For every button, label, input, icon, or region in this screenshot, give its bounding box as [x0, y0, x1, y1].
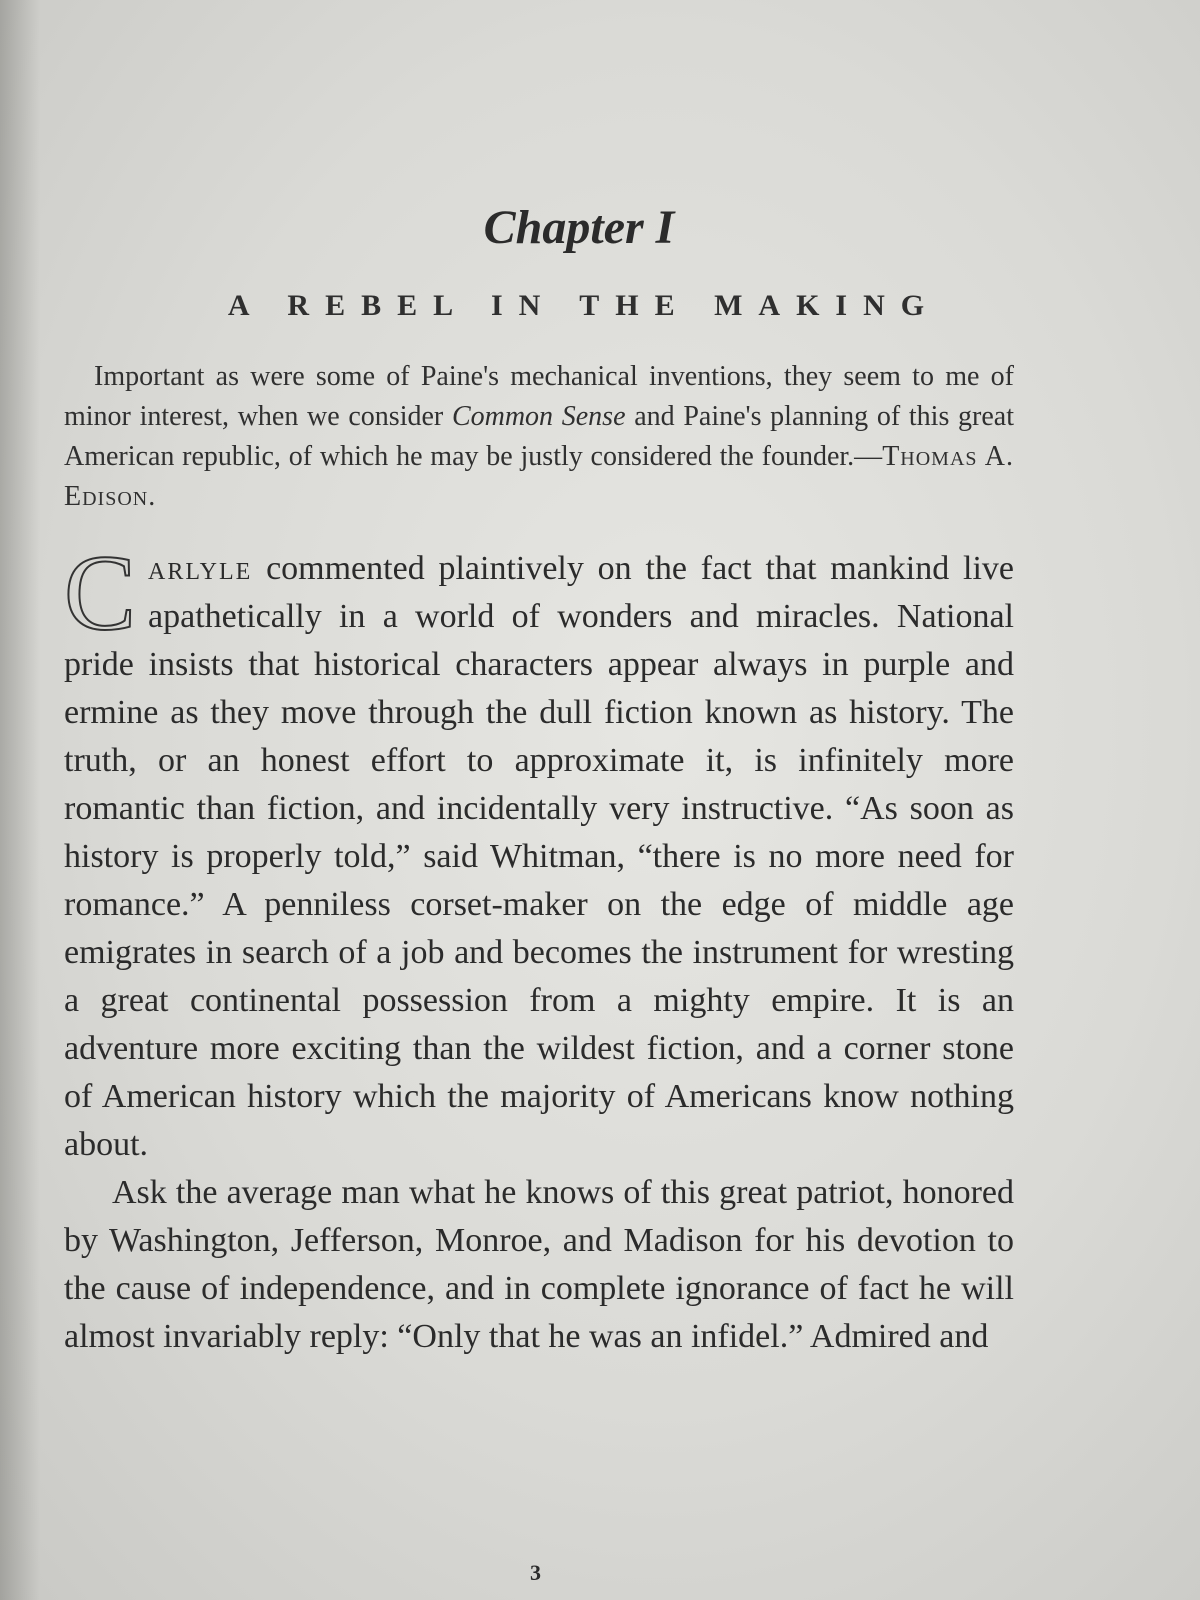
chapter-title: Chapter I	[483, 201, 675, 254]
lead-smallcaps: arlyle	[148, 550, 253, 587]
epigraph-attribution: Thomas A. Edison.	[64, 441, 1015, 512]
epigraph	[64, 357, 1014, 517]
epigraph-text-1: Important as were some of Paine's mechanical inventions, they seem to me of minor interest, when we consider	[64, 361, 1014, 432]
page-content	[64, 190, 1014, 1361]
body-paragraph-2: Ask the average man what he knows of this great patriot, honored by Washington, Jefferson, Monroe, and Madison for his devotion to the cause of independence, and in complete ignorance of fact he will almost invariably reply: “Only that he was an infidel.” Admired and	[64, 1174, 1014, 1355]
epigraph-italic-title: Common Sense	[451, 401, 626, 432]
epigraph-text-2: and Paine's planning of this great American republic, of which he may be justly considered the founder.—	[64, 401, 1014, 472]
chapter-subtitle: A REBEL IN THE MAKING	[227, 289, 941, 322]
drop-cap: C	[64, 534, 137, 653]
spine-shadow	[0, 0, 40, 1600]
body-paragraph-1	[64, 534, 1014, 1169]
page-number: 3	[530, 1560, 541, 1585]
paragraph-1-text: commented plaintively on the fact that mankind live apathetically in a world of wonders and miracles. National pride insists that historical characters appear always in purple and ermine as they move through the dull fiction known as history. The truth, or an honest effort to approximate it, is infinitely more romantic than fiction, and incidentally very instructive. “As soon as history is properly told,” said Whitman, “there is no more need for romance.” A penniless corset-maker on the edge of middle age emigrates in search of a job and becomes the instrument for wresting a great continental possession from a mighty empire. It is an adventure more exciting than the wildest fiction, and a corner stone of American history which the majority of Americans know nothing about.	[64, 550, 1014, 1163]
